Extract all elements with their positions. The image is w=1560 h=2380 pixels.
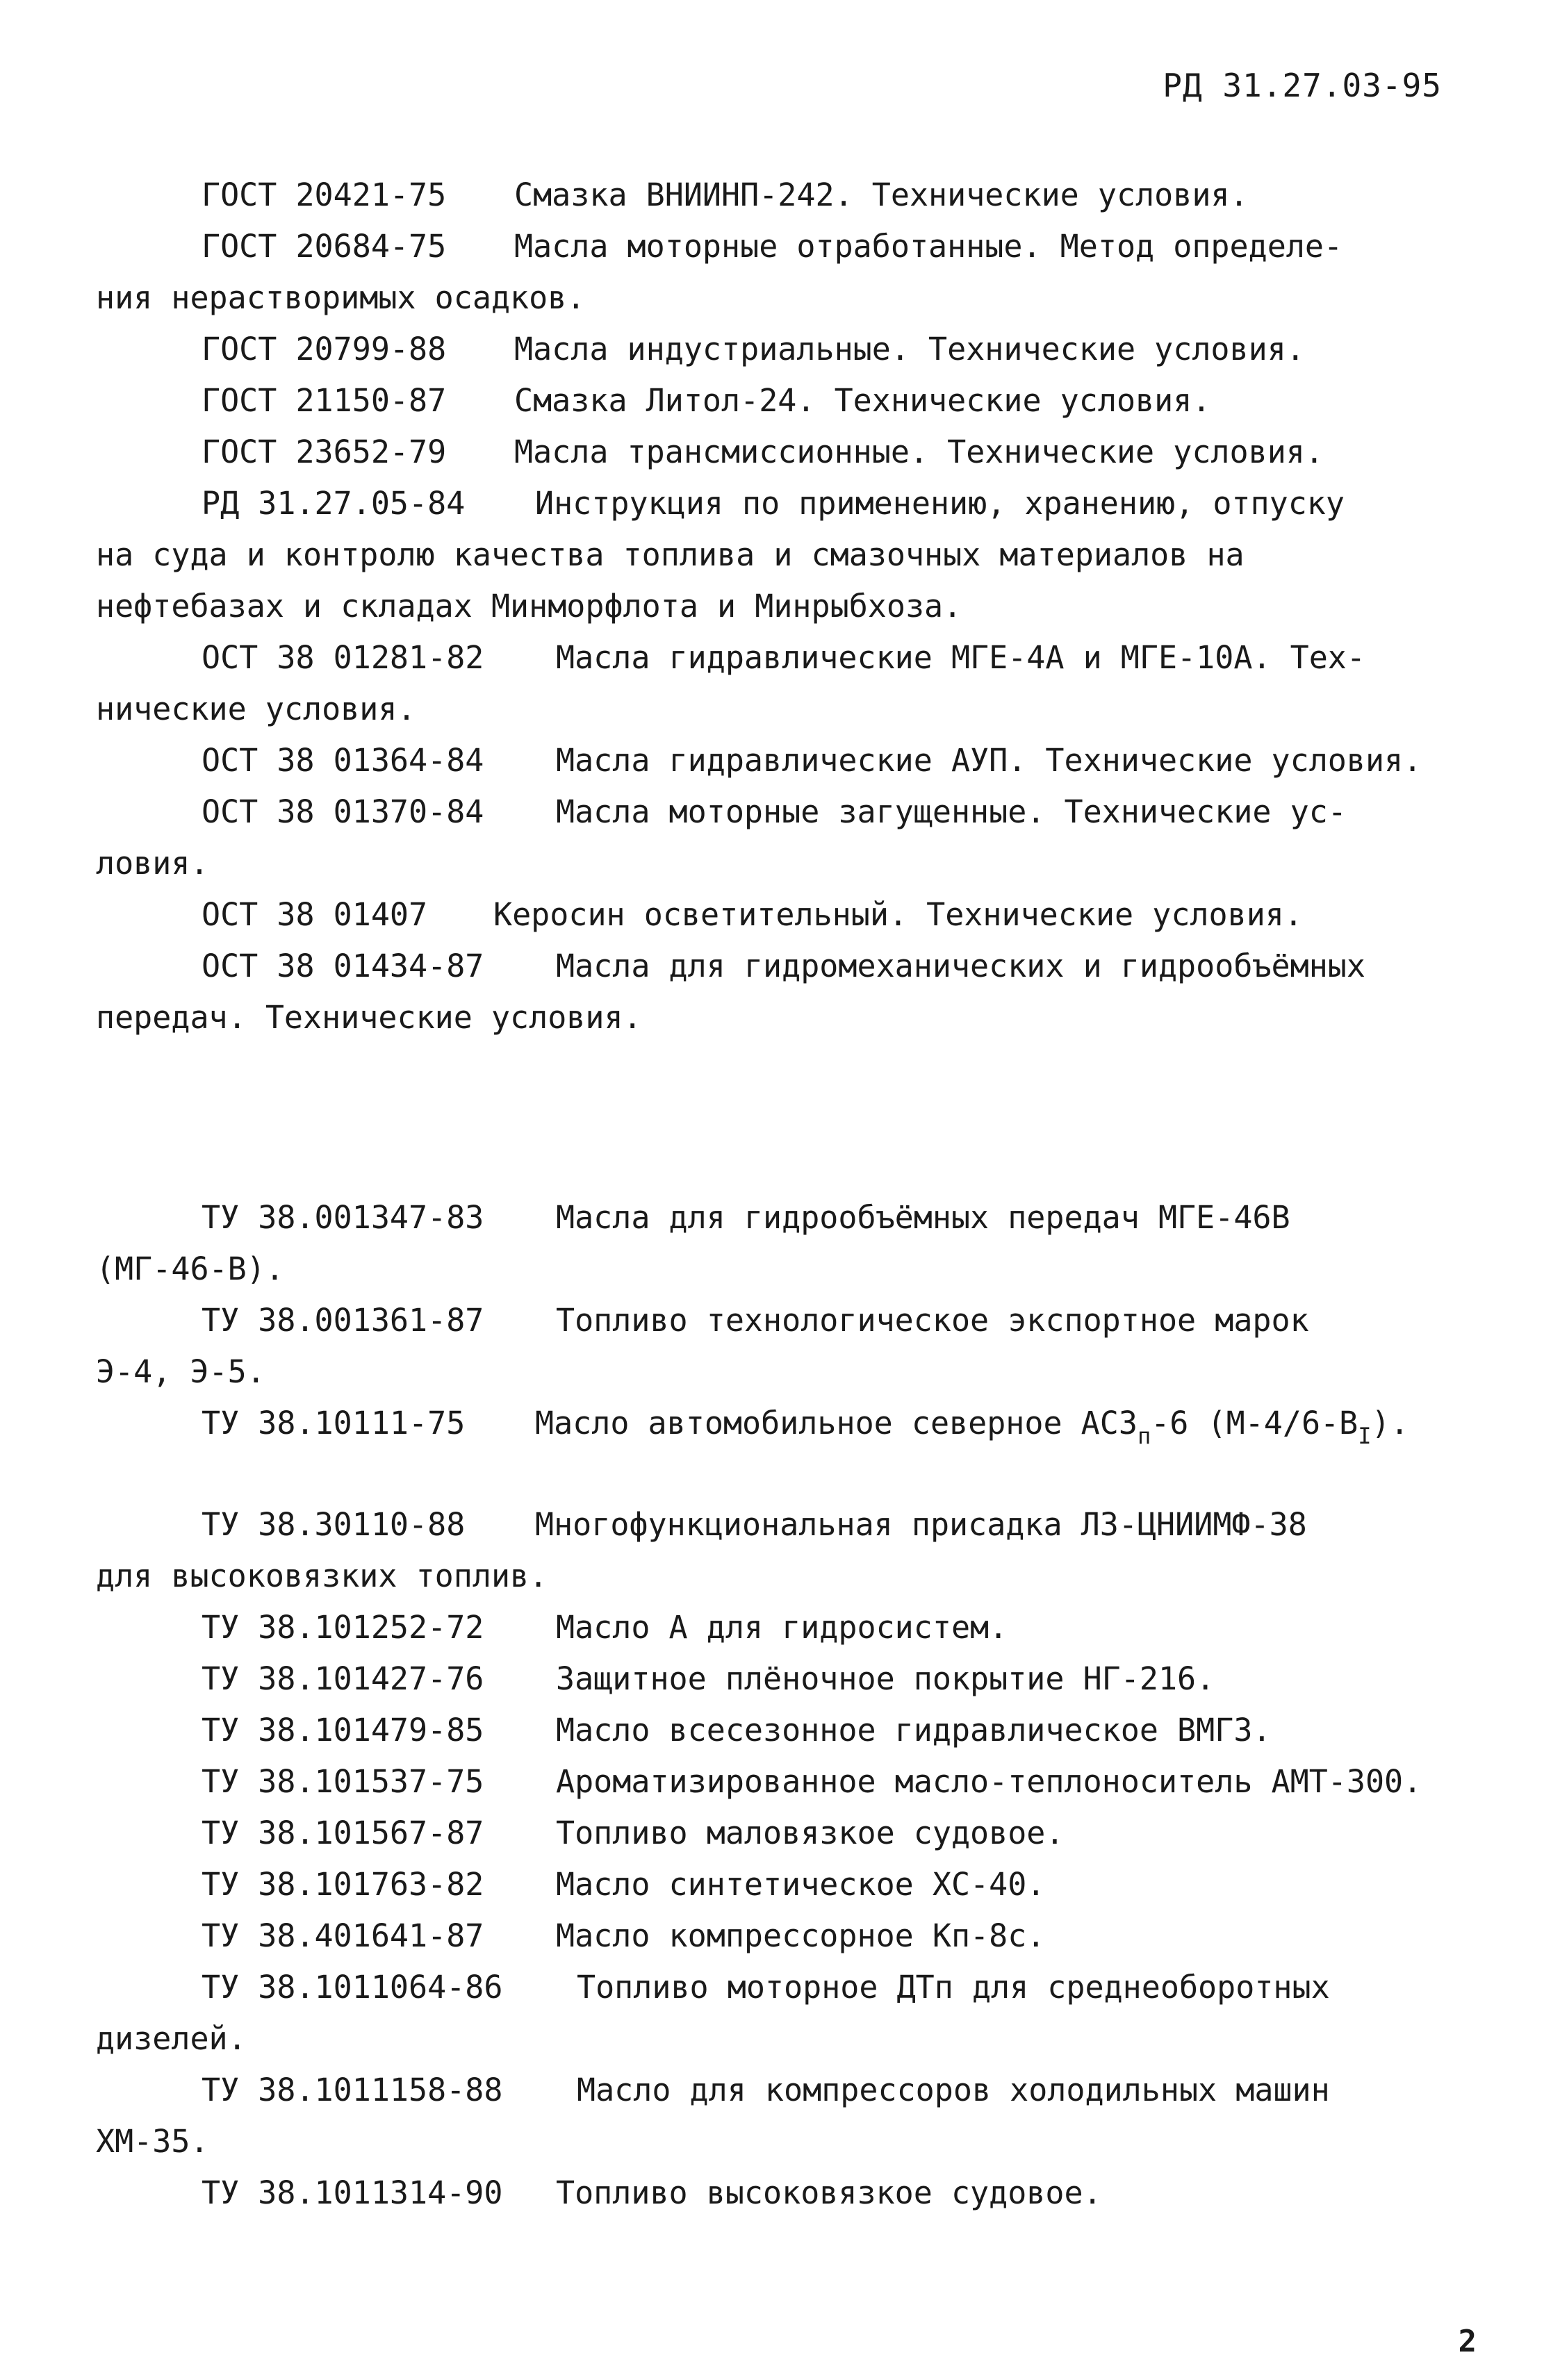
reference-title: Масла индустриальные. Технические условия. [514,331,1305,367]
reference-entry [202,1609,1008,1646]
reference-code: ТУ 38.101567-87 [202,1815,484,1851]
subscript: I [1358,1423,1372,1449]
reference-entry [202,742,1422,779]
reference-entry [202,2174,1102,2211]
reference-title: Смазка ВНИИНП-242. Технические условия. [514,176,1249,213]
reference-code: ТУ 38.101537-75 [202,1763,484,1800]
reference-continuation: ХМ-35. [96,2123,209,2160]
reference-entry [202,382,1211,419]
reference-code: ТУ 38.30110-88 [202,1506,466,1543]
reference-entry [202,1917,1046,1954]
reference-title: Защитное плёночное покрытие НГ-216. [556,1660,1215,1697]
reference-continuation: нические условия. [96,691,416,727]
reference-title: Масла для гидрообъёмных передач МГЕ-46В [556,1199,1290,1236]
reference-code: ГОСТ 20799-88 [202,331,447,367]
reference-code: ГОСТ 20684-75 [202,228,447,265]
reference-entry [202,1969,1330,2006]
reference-continuation: для высоковязких топлив. [96,1557,548,1594]
reference-title: Инструкция по применению, хранению, отпуску [535,485,1345,522]
reference-continuation: ния нерастворимых осадков. [96,279,586,316]
page-number: 2 [1458,2324,1477,2359]
reference-title: Масла гидравлические АУП. Технические условия. [556,742,1422,779]
reference-entry [202,228,1343,265]
reference-code: ГОСТ 23652-79 [202,433,447,470]
reference-entry [202,793,1347,830]
reference-title: Масло синтетическое ХС-40. [556,1866,1046,1903]
reference-entry [202,485,1345,522]
reference-title: Многофункциональная присадка ЛЗ-ЦНИИМФ-38 [535,1506,1307,1543]
reference-continuation: (МГ-46-В). [96,1250,284,1287]
reference-code: ТУ 38.101763-82 [202,1866,484,1903]
reference-entry [202,1407,1409,1447]
reference-entry [202,950,1365,982]
reference-continuation: дизелей. [96,2020,247,2057]
reference-title: Масло для компрессоров холодильных машин [577,2072,1330,2108]
reference-entry [202,1866,1046,1903]
reference-entry [202,896,1303,933]
reference-continuation: ловия. [96,845,209,882]
reference-title: Смазка Литол-24. Технические условия. [514,382,1211,419]
reference-entry [202,333,1305,365]
reference-entry [202,1199,1290,1236]
reference-title-part: -6 (М-4/6-В [1151,1405,1358,1441]
reference-title: Масло всесезонное гидравлическое ВМГЗ. [556,1712,1272,1749]
reference-entry [202,639,1365,676]
reference-code: ТУ 38.101479-85 [202,1712,484,1749]
reference-title: Ароматизированное масло-теплоноситель АМТ-300. [556,1763,1422,1800]
reference-title: Топливо технологическое экспортное марок [556,1302,1309,1339]
reference-code: ТУ 38.001361-87 [202,1302,484,1339]
reference-continuation: на суда и контролю качества топлива и смазочных материалов на [96,536,1245,573]
reference-title: Масла моторные отработанные. Метод определе- [514,228,1343,265]
reference-entry [202,433,1324,470]
reference-code: ТУ 38.1011158-88 [202,2072,503,2108]
reference-title: Масла трансмиссионные. Технические условия. [514,433,1324,470]
reference-title: Топливо маловязкое судовое. [556,1815,1065,1851]
reference-continuation: нефтебазах и складах Минморфлота и Минрыбхоза. [96,588,962,625]
reference-entry [202,1660,1215,1697]
reference-code: ОСТ 38 01434-87 [202,948,484,984]
reference-code: ОСТ 38 01370-84 [202,793,484,830]
reference-entry [202,1506,1307,1543]
reference-title: Масло А для гидросистем. [556,1609,1008,1646]
reference-title: Масла гидравлические МГЕ-4А и МГЕ-10А. Тех- [556,639,1365,676]
reference-entry [202,176,1249,213]
reference-code: РД 31.27.05-84 [202,485,466,522]
reference-title: Топливо высоковязкое судовое. [556,2174,1102,2211]
reference-title: Масла для гидромеханических и гидрообъёмных [556,948,1365,984]
reference-continuation: передач. Технические условия. [96,999,642,1036]
reference-title-part: Масло автомобильное северное АСЗ [535,1405,1138,1441]
subscript: п [1137,1423,1151,1449]
reference-code: ТУ 38.001347-83 [202,1199,484,1236]
reference-code: ГОСТ 21150-87 [202,382,447,419]
reference-code: ТУ 38.1011314-90 [202,2174,503,2211]
reference-title: Масло компрессорное Кп-8с. [556,1917,1046,1954]
document-id: РД 31.27.03-95 [1163,67,1442,104]
reference-code: ТУ 38.101427-76 [202,1660,484,1697]
reference-code: ТУ 38.101252-72 [202,1609,484,1646]
reference-code: ТУ 38.1011064-86 [202,1969,503,2006]
reference-title: Топливо моторное ДТп для среднеоборотных [577,1969,1330,2006]
reference-entry [202,1302,1309,1339]
reference-code: ТУ 38.10111-75 [202,1405,466,1441]
reference-entry [202,1712,1272,1749]
reference-code: ГОСТ 20421-75 [202,176,447,213]
reference-entry [202,2074,1330,2106]
reference-title-part: ). [1371,1405,1409,1441]
reference-code: ОСТ 38 01407 [202,896,428,933]
reference-title: Керосин осветительный. Технические условия. [493,896,1303,933]
reference-title: Масла моторные загущенные. Технические ус- [556,793,1347,830]
reference-code: ОСТ 38 01281-82 [202,639,484,676]
reference-entry [202,1763,1422,1800]
reference-code: ОСТ 38 01364-84 [202,742,484,779]
reference-entry [202,1817,1065,1849]
reference-code: ТУ 38.401641-87 [202,1917,484,1954]
reference-continuation: Э-4, Э-5. [96,1353,265,1390]
